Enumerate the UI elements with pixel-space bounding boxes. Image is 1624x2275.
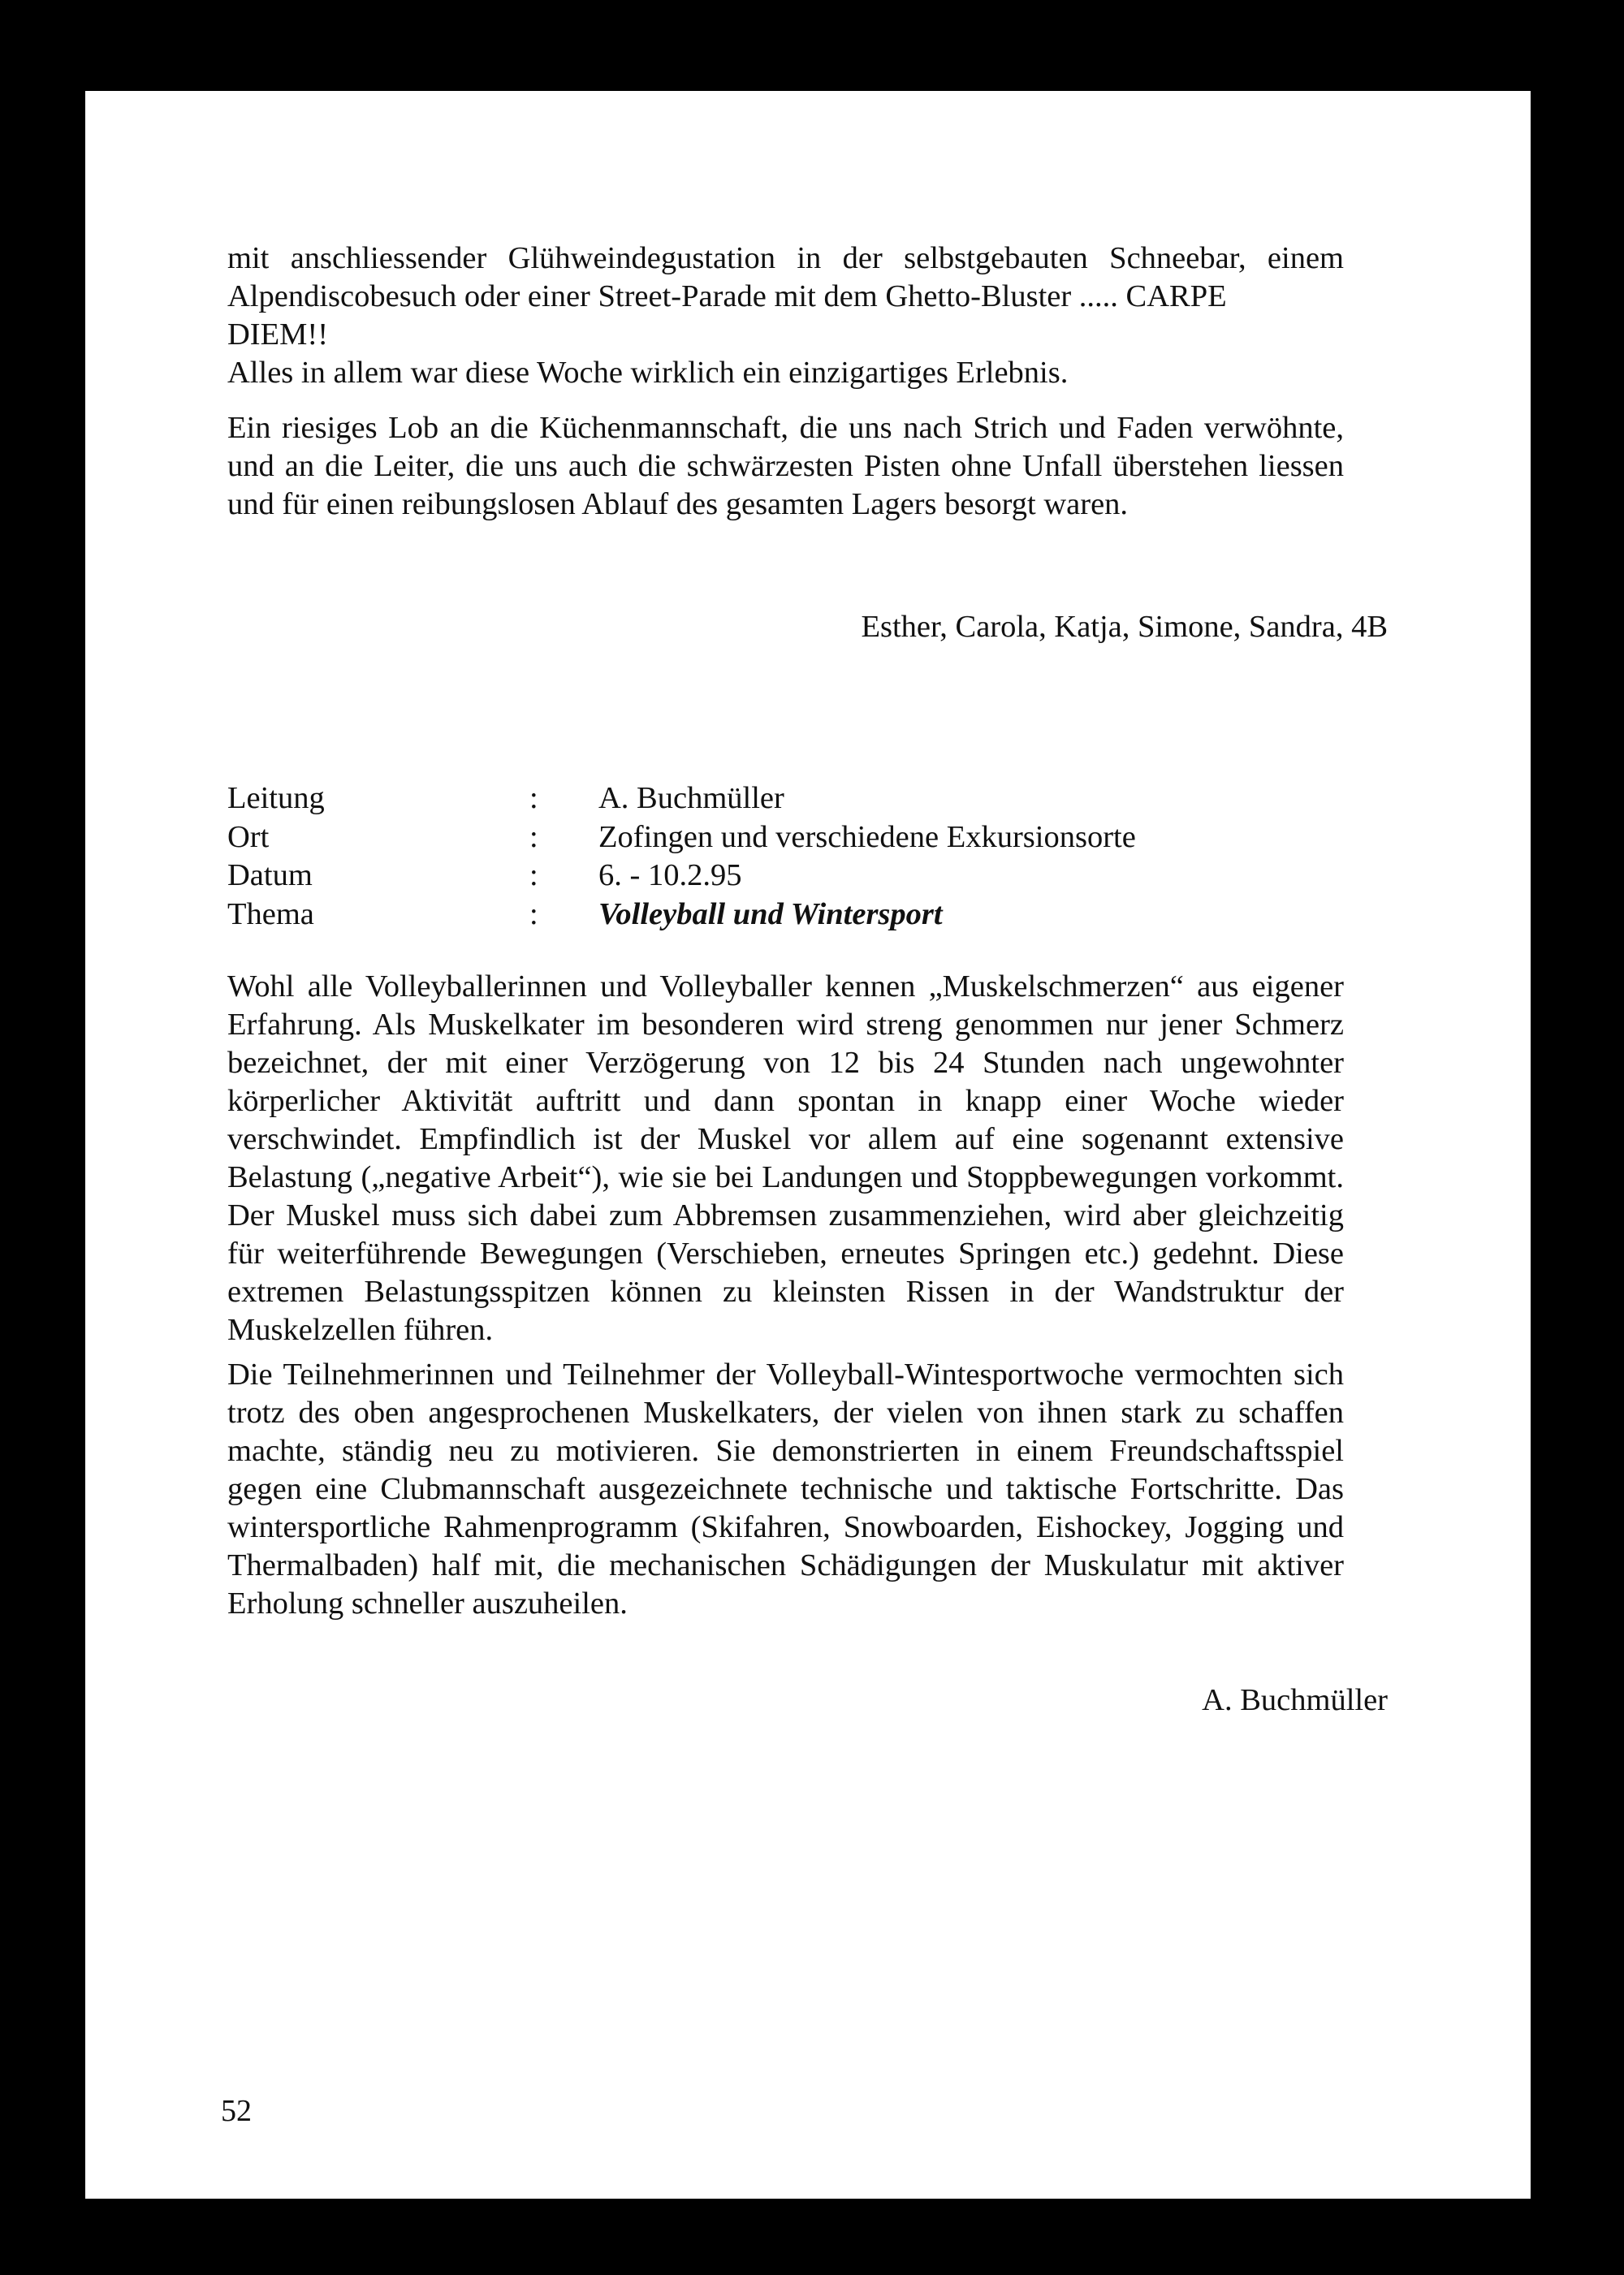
- info-value: Zofingen und verschiedene Exkursionsorte: [598, 819, 1136, 854]
- report1-intro: [227, 240, 1344, 392]
- report1-line-3: Alles in allem war diese Woche wirklich ein einzigartiges Erlebnis.: [227, 356, 1069, 390]
- report1-paragraph-2: Ein riesiges Lob an die Küchenmannschaft, die uns nach Strich und Faden verwöhnte, und an die Leiter, die uns auch die schwärzesten Pisten ohne Unfall überstehen liessen und für einen reibungslosen Ablauf des gesamten Lagers besorgt waren.: [227, 411, 1344, 521]
- info-label: Thema: [227, 896, 314, 931]
- info-colon: :: [529, 781, 538, 815]
- info-colon: :: [529, 819, 538, 854]
- report2-signature: A. Buchmüller: [1202, 1683, 1388, 1717]
- report1-signature: Esther, Carola, Katja, Simone, Sandra, 4B: [861, 610, 1388, 644]
- info-colon: :: [529, 858, 538, 892]
- document-page: [85, 91, 1531, 2199]
- info-label: Datum: [227, 858, 313, 892]
- info-value: A. Buchmüller: [598, 781, 784, 815]
- info-colon: :: [529, 896, 538, 931]
- info-value: 6. - 10.2.95: [598, 858, 742, 892]
- page-number: 52: [221, 2094, 252, 2128]
- info-label: Leitung: [227, 781, 325, 815]
- report1-line-1: mit anschliessender Glühweindegustation in der selbstgebauten Schneebar, einem Alpendiscobesuch oder einer Street-Parade mit dem Ghetto-Bluster ..... CARPE: [227, 241, 1344, 313]
- report2-paragraph-1: Wohl alle Volleyballerinnen und Volleyballer kennen „Muskelschmerzen“ aus eigener Erfahrung. Als Muskelkater im besonderen wird streng genommen nur jener Schmerz bezeichnet, der mit einer Verzögerung von 12 bis 24 Stunden nach ungewohnter körperlicher Aktivität auftritt und dann spontan in knapp einer Woche wieder verschwindet. Empfindlich ist der Muskel vor allem auf eine sogenannt extensive Belastung („negative Arbeit“), wie sie bei Landungen und Stoppbewegungen vorkommt. Der Muskel muss sich dabei zum Abbremsen zusammenziehen, wird aber gleichzeitig für weiterführende Bewegungen (Verschieben, erneutes Springen etc.) gedehnt. Diese extremen Belastungsspitzen können zu kleinsten Rissen in der Wandstruktur der Muskelzellen führen.: [227, 969, 1344, 1347]
- report2-paragraph-2: Die Teilnehmerinnen und Teilnehmer der Volleyball-Wintesportwoche vermochten sich trotz des oben angesprochenen Muskelkaters, der vielen von ihnen stark zu schaffen machte, ständig neu zu motivieren. Sie demonstrierten in einem Freundschaftsspiel gegen eine Clubmannschaft ausgezeichnete technische und taktische Fortschritte. Das wintersportliche Rahmenprogramm (Skifahren, Snowboarden, Eishockey, Jogging und Thermalbaden) half mit, die mechanischen Schädigungen der Muskulatur mit aktiver Erholung schneller auszuheilen.: [227, 1358, 1344, 1621]
- report1-line-2: DIEM!!: [227, 317, 329, 352]
- info-value-theme: Volleyball und Wintersport: [598, 896, 943, 931]
- info-label: Ort: [227, 819, 270, 854]
